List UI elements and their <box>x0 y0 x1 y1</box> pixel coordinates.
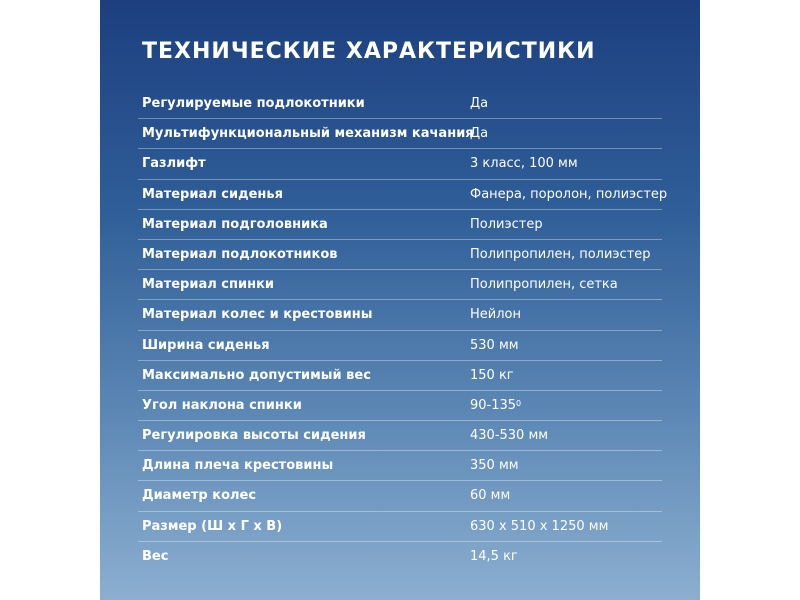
spec-row <box>138 240 662 270</box>
spec-row <box>138 331 662 361</box>
spec-row <box>138 361 662 391</box>
spec-label: Материал подголовника <box>142 216 328 232</box>
spec-label: Диаметр колес <box>142 488 257 504</box>
spec-value <box>470 487 510 505</box>
spec-value-text: Да <box>470 126 489 142</box>
specs-table <box>138 89 668 572</box>
spec-value <box>470 246 651 264</box>
spec-value-text: Полипропилен, сетка <box>470 277 618 293</box>
spec-row <box>138 180 668 210</box>
spec-label: Регулируемые подлокотники <box>142 96 365 111</box>
spec-value-text: 150 кг <box>470 367 514 383</box>
spec-row <box>138 119 662 149</box>
spec-row <box>138 481 662 511</box>
spec-row <box>138 270 662 300</box>
spec-label: Газлифт <box>142 156 206 172</box>
spec-row <box>138 149 662 179</box>
spec-value-text: 530 мм <box>470 337 519 353</box>
spec-value <box>470 518 608 536</box>
spec-value <box>470 337 519 355</box>
spec-row <box>138 451 662 481</box>
spec-label: Размер (Ш х Г х В) <box>142 518 283 534</box>
spec-label: Материал спинки <box>142 277 275 293</box>
spec-value <box>470 306 521 324</box>
spec-row <box>138 391 662 421</box>
spec-row <box>138 542 662 572</box>
spec-label: Материал колес и крестовины <box>142 307 373 323</box>
spec-value-text: 60 мм <box>470 488 511 504</box>
spec-value <box>470 216 543 234</box>
spec-row <box>138 210 662 240</box>
spec-value-text: Полиэстер <box>470 216 543 232</box>
spec-label: Максимально допустимый вес <box>142 367 371 383</box>
spec-value <box>470 95 488 113</box>
spec-row <box>138 421 662 451</box>
spec-label: Материал подлокотников <box>142 246 338 262</box>
spec-value-text: 90-135 <box>470 397 517 413</box>
spec-value-text: Да <box>470 96 489 111</box>
page-title: ТЕХНИЧЕСКИЕ ХАРАКТЕРИСТИКИ <box>142 39 596 64</box>
spec-value-text: 350 мм <box>470 458 519 474</box>
spec-label: Регулировка высоты сидения <box>142 428 366 444</box>
specs-panel <box>100 0 700 600</box>
spec-label: Мультифункциональный механизм качания <box>142 126 474 142</box>
spec-value <box>470 155 578 173</box>
spec-value-text: 430-530 мм <box>470 428 549 444</box>
spec-value <box>470 457 519 475</box>
spec-label: Вес <box>142 548 169 564</box>
spec-value <box>470 367 514 385</box>
spec-value-text: 630 х 510 х 1250 мм <box>470 518 609 534</box>
spec-value <box>470 125 488 143</box>
spec-value-text: Нейлон <box>470 307 521 323</box>
spec-row <box>138 300 662 330</box>
spec-value-text: 3 класс, 100 мм <box>470 156 578 172</box>
spec-label: Угол наклона спинки <box>142 397 302 413</box>
degree-superscript: 0 <box>516 398 522 408</box>
spec-row <box>138 89 662 119</box>
spec-value <box>470 186 667 204</box>
spec-value <box>470 548 518 566</box>
spec-label: Материал сиденья <box>142 186 283 202</box>
spec-label: Ширина сиденья <box>142 337 270 353</box>
spec-value <box>470 276 618 294</box>
spec-value-text: Полипропилен, полиэстер <box>470 246 651 262</box>
spec-value-text: 14,5 кг <box>470 548 518 564</box>
spec-row <box>138 512 662 542</box>
spec-value-text: Фанера, поролон, полиэстер <box>470 186 668 202</box>
spec-value <box>470 427 548 445</box>
spec-value <box>470 397 521 415</box>
spec-label: Длина плеча крестовины <box>142 458 334 474</box>
